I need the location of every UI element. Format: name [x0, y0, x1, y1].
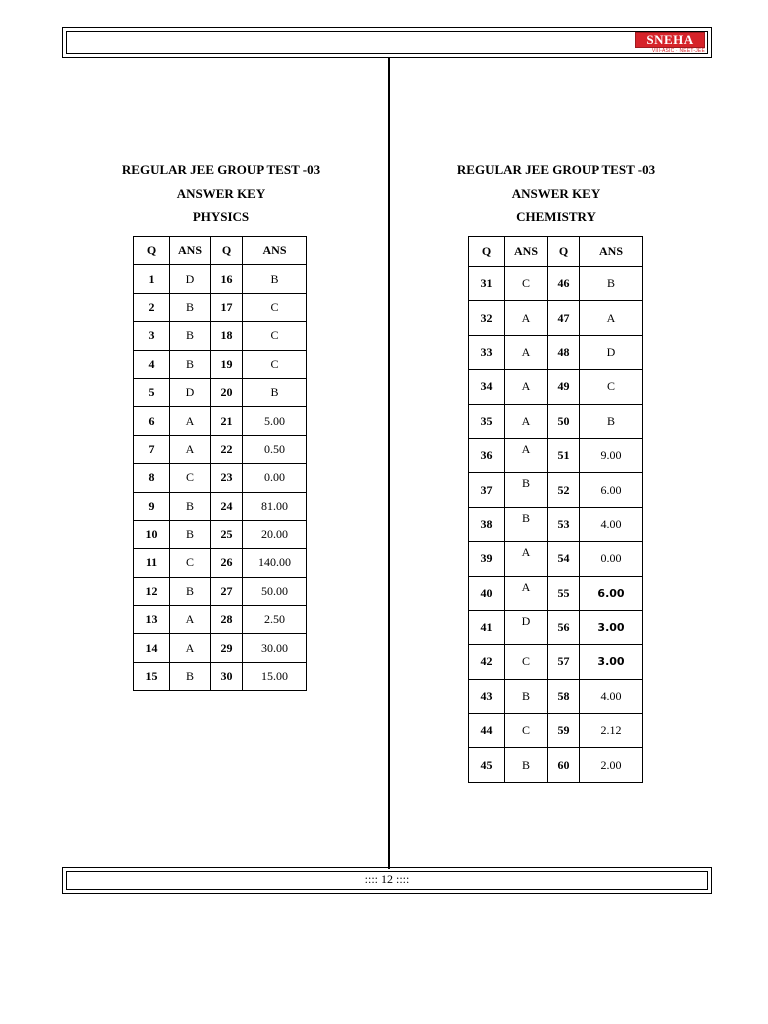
question-number: 33 [469, 335, 505, 369]
answer-cell: D [170, 265, 211, 293]
table-row [134, 606, 307, 634]
question-number: 25 [211, 520, 243, 548]
table-row [469, 748, 643, 782]
question-number: 54 [548, 542, 580, 576]
answer-cell: 0.00 [580, 542, 643, 576]
table-row [134, 265, 307, 293]
question-number: 40 [469, 576, 505, 610]
column-header: Q [548, 237, 580, 267]
table-row [134, 322, 307, 350]
question-number: 3 [134, 322, 170, 350]
answer-cell: A [505, 438, 548, 472]
question-number: 36 [469, 438, 505, 472]
question-number: 26 [211, 549, 243, 577]
answer-cell: A [170, 407, 211, 435]
answer-cell: 3.00 [580, 645, 643, 679]
answer-cell: D [170, 378, 211, 406]
question-number: 37 [469, 473, 505, 507]
question-number: 56 [548, 610, 580, 644]
answer-cell: 50.00 [243, 577, 307, 605]
column-header: ANS [580, 237, 643, 267]
question-number: 24 [211, 492, 243, 520]
answer-cell: C [243, 322, 307, 350]
column-header: ANS [243, 237, 307, 265]
answer-cell: 4.00 [580, 507, 643, 541]
answer-cell: B [580, 404, 643, 438]
physics-title: REGULAR JEE GROUP TEST -03 [121, 162, 321, 177]
table-row [469, 473, 643, 507]
question-number: 59 [548, 714, 580, 748]
table-row [469, 714, 643, 748]
question-number: 2 [134, 293, 170, 321]
question-number: 43 [469, 679, 505, 713]
answer-cell: C [170, 464, 211, 492]
table-row [469, 645, 643, 679]
question-number: 23 [211, 464, 243, 492]
question-number: 9 [134, 492, 170, 520]
answer-cell: A [505, 576, 548, 610]
question-number: 21 [211, 407, 243, 435]
answer-cell: A [170, 634, 211, 662]
column-header: Q [134, 237, 170, 265]
table-header-row [469, 237, 643, 267]
answer-cell: A [505, 301, 548, 335]
answer-cell: 0.00 [243, 464, 307, 492]
question-number: 11 [134, 549, 170, 577]
table-row [469, 507, 643, 541]
question-number: 5 [134, 378, 170, 406]
answer-cell: 6.00 [580, 576, 643, 610]
answer-cell: A [505, 542, 548, 576]
answer-cell: B [243, 378, 307, 406]
answer-cell: C [505, 714, 548, 748]
table-row [134, 577, 307, 605]
answer-cell: 0.50 [243, 435, 307, 463]
question-number: 22 [211, 435, 243, 463]
answer-cell: C [243, 350, 307, 378]
question-number: 34 [469, 370, 505, 404]
table-row [134, 662, 307, 690]
table-row [134, 520, 307, 548]
answer-cell: A [505, 335, 548, 369]
answer-cell: 2.50 [243, 606, 307, 634]
question-number: 45 [469, 748, 505, 782]
question-number: 53 [548, 507, 580, 541]
table-row [469, 610, 643, 644]
question-number: 58 [548, 679, 580, 713]
column-divider [388, 58, 390, 869]
answer-cell: A [505, 370, 548, 404]
answer-cell: B [505, 748, 548, 782]
table-row [469, 267, 643, 301]
table-row [469, 370, 643, 404]
question-number: 49 [548, 370, 580, 404]
question-number: 27 [211, 577, 243, 605]
chemistry-answer-table [468, 236, 643, 783]
column-header: ANS [505, 237, 548, 267]
answer-cell: B [170, 662, 211, 690]
answer-cell: A [505, 404, 548, 438]
question-number: 38 [469, 507, 505, 541]
table-header-row [134, 237, 307, 265]
answer-cell: C [580, 370, 643, 404]
table-row [134, 407, 307, 435]
question-number: 42 [469, 645, 505, 679]
answer-cell: D [580, 335, 643, 369]
answer-cell: D [505, 610, 548, 644]
answer-cell: A [170, 435, 211, 463]
question-number: 39 [469, 542, 505, 576]
column-header: ANS [170, 237, 211, 265]
question-number: 30 [211, 662, 243, 690]
answer-cell: A [580, 301, 643, 335]
answer-cell: 5.00 [243, 407, 307, 435]
table-row [134, 378, 307, 406]
question-number: 57 [548, 645, 580, 679]
table-row [134, 464, 307, 492]
table-row [469, 404, 643, 438]
page-number: :::: 12 :::: [364, 872, 410, 886]
question-number: 15 [134, 662, 170, 690]
table-row [469, 301, 643, 335]
question-number: 44 [469, 714, 505, 748]
question-number: 14 [134, 634, 170, 662]
question-number: 31 [469, 267, 505, 301]
question-number: 47 [548, 301, 580, 335]
answer-cell: 20.00 [243, 520, 307, 548]
answer-cell: B [505, 507, 548, 541]
answer-cell: C [243, 293, 307, 321]
question-number: 10 [134, 520, 170, 548]
answer-cell: 9.00 [580, 438, 643, 472]
table-row [134, 350, 307, 378]
question-number: 19 [211, 350, 243, 378]
physics-subtitle: ANSWER KEY [176, 186, 266, 201]
answer-cell: 4.00 [580, 679, 643, 713]
answer-cell: B [505, 679, 548, 713]
question-number: 16 [211, 265, 243, 293]
question-number: 46 [548, 267, 580, 301]
question-number: 48 [548, 335, 580, 369]
logo-main-text: SNEHA [635, 32, 705, 48]
footer-frame [62, 867, 712, 894]
table-row [134, 634, 307, 662]
physics-table-body [134, 237, 307, 691]
answer-cell: B [505, 473, 548, 507]
question-number: 32 [469, 301, 505, 335]
answer-cell: 30.00 [243, 634, 307, 662]
question-number: 17 [211, 293, 243, 321]
header-inner-border [66, 31, 708, 54]
answer-cell: 3.00 [580, 610, 643, 644]
answer-cell: 6.00 [580, 473, 643, 507]
chemistry-title: REGULAR JEE GROUP TEST -03 [456, 162, 656, 177]
table-row [469, 679, 643, 713]
answer-cell: 2.00 [580, 748, 643, 782]
answer-cell: B [170, 577, 211, 605]
question-number: 55 [548, 576, 580, 610]
column-header: Q [469, 237, 505, 267]
chemistry-subtitle: ANSWER KEY [511, 186, 601, 201]
question-number: 18 [211, 322, 243, 350]
table-row [134, 293, 307, 321]
question-number: 52 [548, 473, 580, 507]
question-number: 20 [211, 378, 243, 406]
question-number: 28 [211, 606, 243, 634]
answer-cell: C [505, 267, 548, 301]
answer-cell: B [243, 265, 307, 293]
table-row [134, 549, 307, 577]
table-row [469, 576, 643, 610]
physics-answer-table [133, 236, 307, 691]
question-number: 50 [548, 404, 580, 438]
question-number: 12 [134, 577, 170, 605]
column-header: Q [211, 237, 243, 265]
answer-cell: 2.12 [580, 714, 643, 748]
question-number: 13 [134, 606, 170, 634]
question-number: 4 [134, 350, 170, 378]
logo-sub-text: VIII-ASIC · NEET-JEE [651, 48, 705, 54]
sneha-logo [635, 32, 705, 52]
header-frame [62, 27, 712, 58]
answer-cell: 140.00 [243, 549, 307, 577]
answer-cell: B [170, 492, 211, 520]
chemistry-subject: CHEMISTRY [516, 209, 596, 224]
answer-cell: B [170, 520, 211, 548]
answer-cell: B [170, 350, 211, 378]
answer-cell: 15.00 [243, 662, 307, 690]
physics-subject: PHYSICS [192, 209, 250, 224]
question-number: 60 [548, 748, 580, 782]
question-number: 8 [134, 464, 170, 492]
answer-cell: B [580, 267, 643, 301]
question-number: 1 [134, 265, 170, 293]
question-number: 7 [134, 435, 170, 463]
table-row [469, 335, 643, 369]
question-number: 29 [211, 634, 243, 662]
table-row [469, 438, 643, 472]
table-row [469, 542, 643, 576]
question-number: 6 [134, 407, 170, 435]
answer-cell: B [170, 293, 211, 321]
answer-cell: A [170, 606, 211, 634]
question-number: 41 [469, 610, 505, 644]
answer-cell: B [170, 322, 211, 350]
table-row [134, 492, 307, 520]
answer-cell: C [505, 645, 548, 679]
chemistry-table-body [469, 237, 643, 783]
answer-cell: C [170, 549, 211, 577]
answer-cell: 81.00 [243, 492, 307, 520]
table-row [134, 435, 307, 463]
question-number: 35 [469, 404, 505, 438]
question-number: 51 [548, 438, 580, 472]
